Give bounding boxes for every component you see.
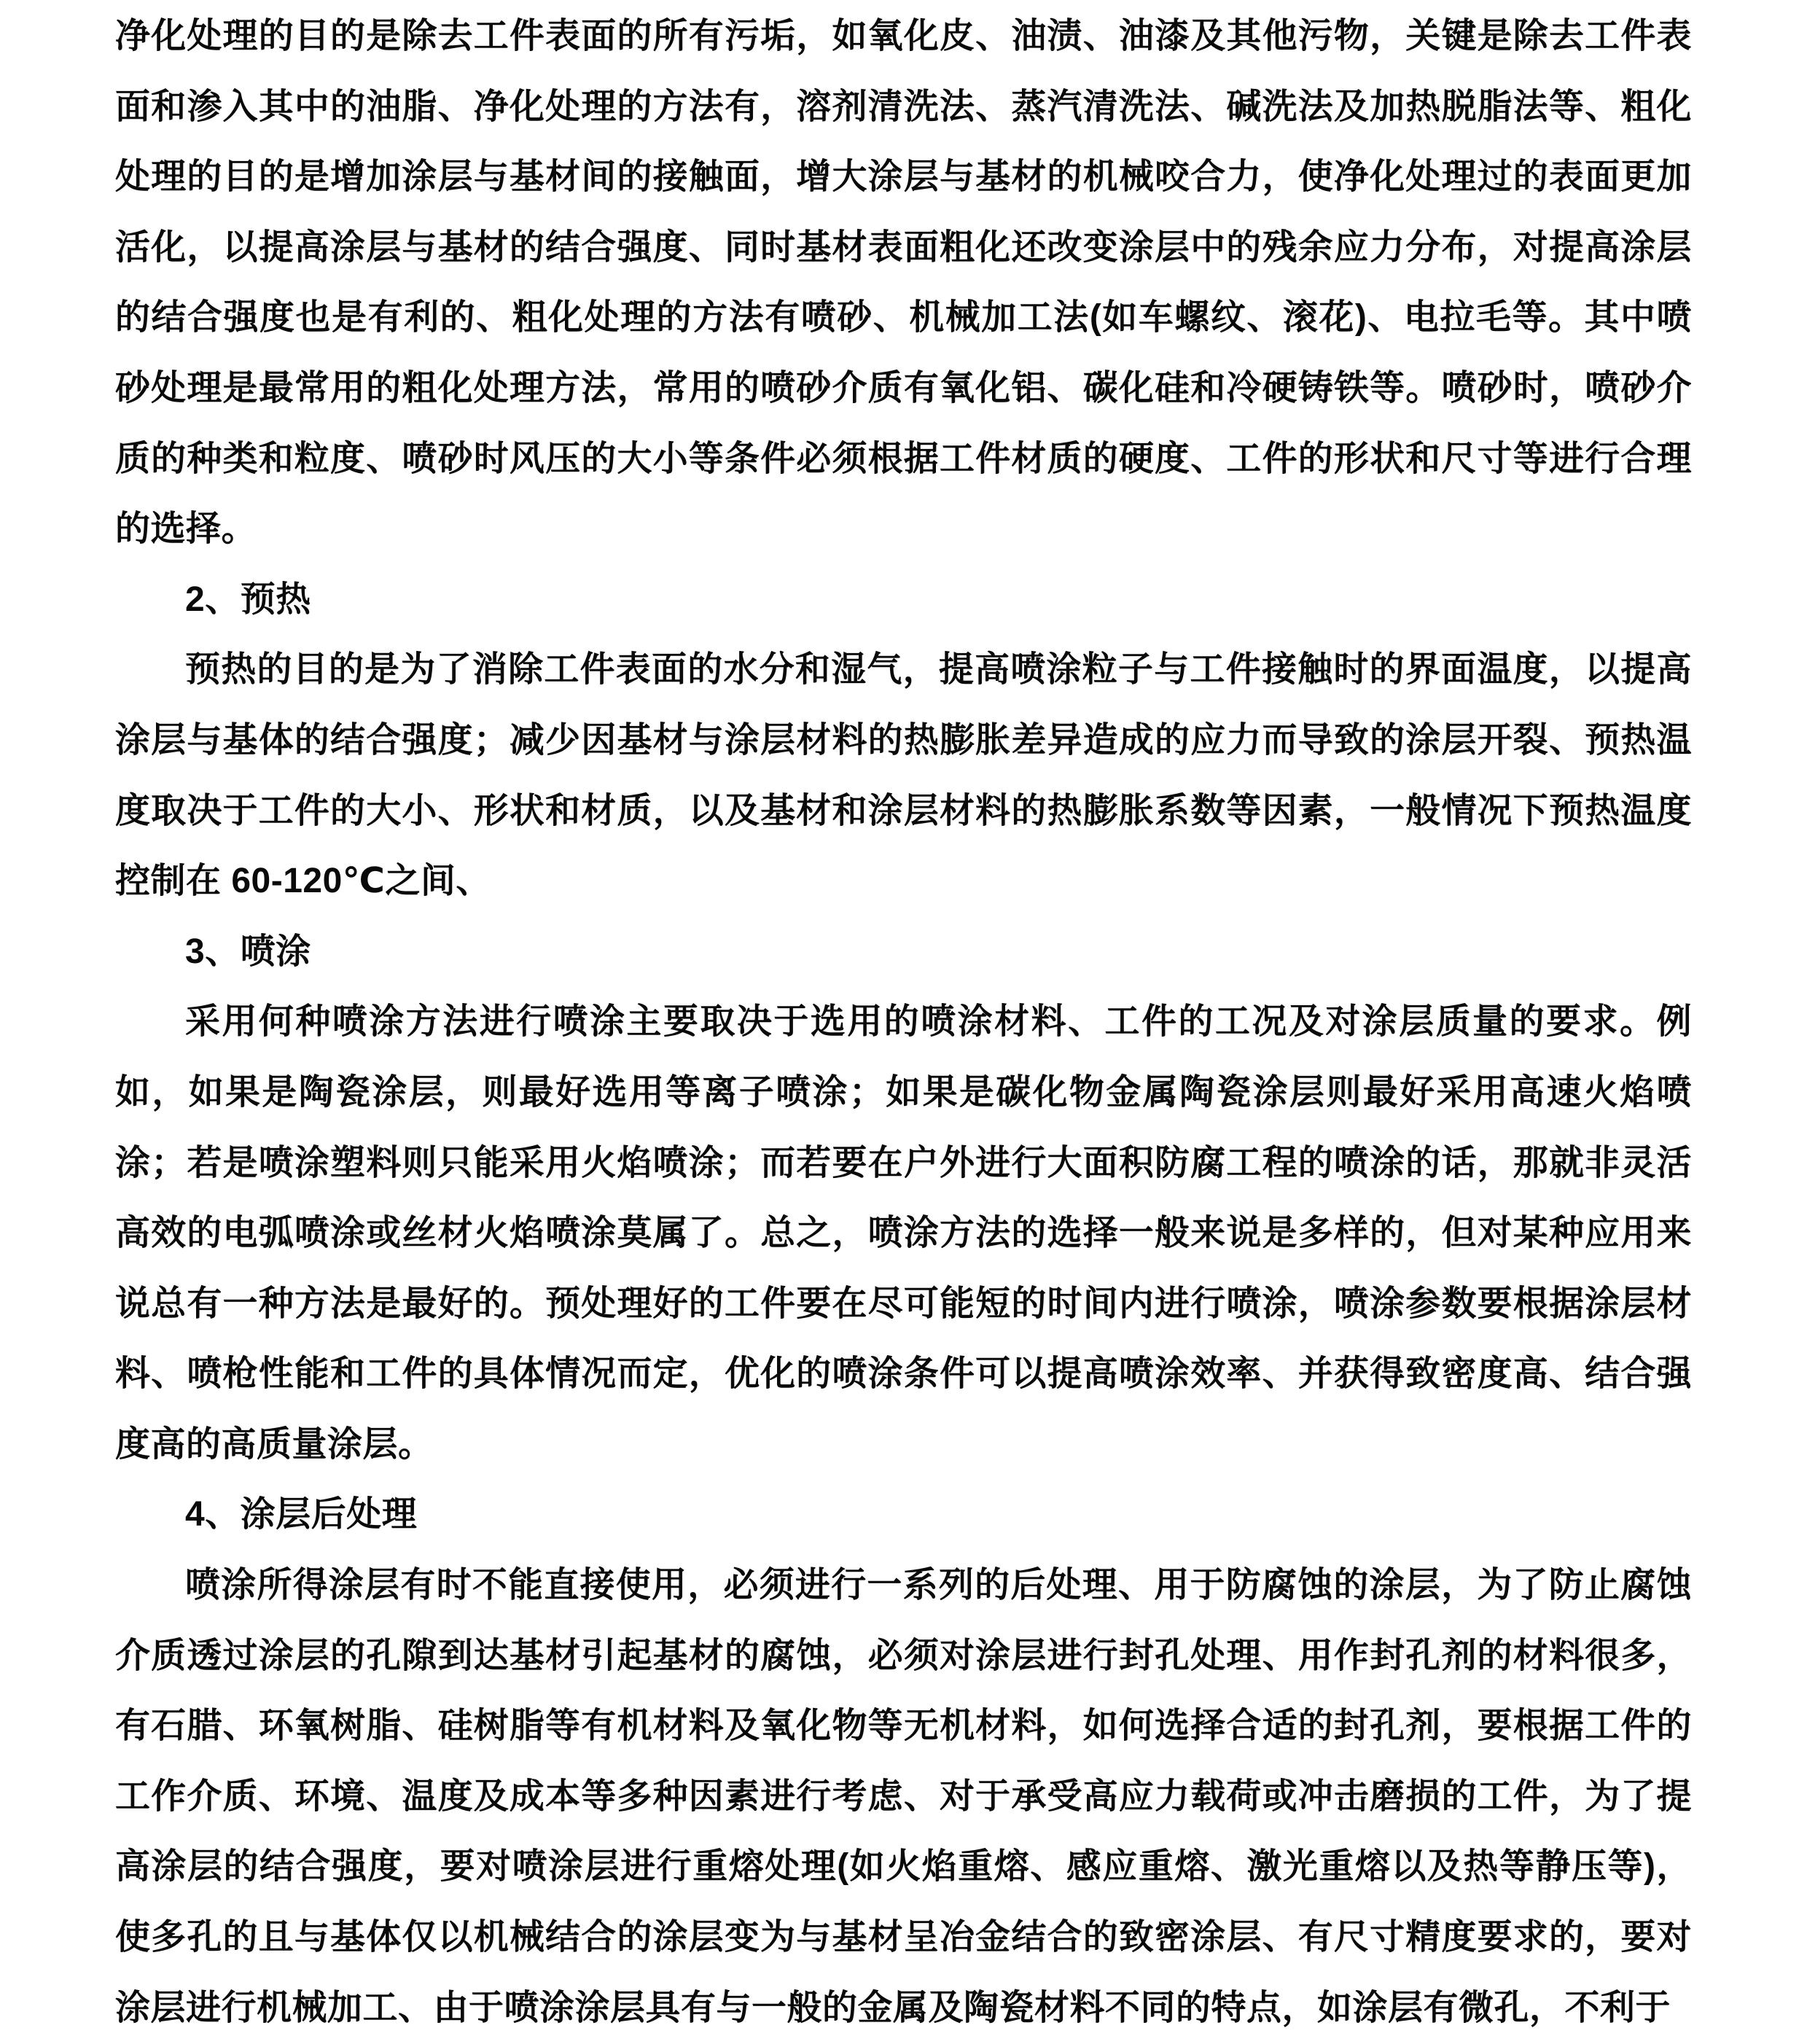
body-paragraph: 采用何种喷涂方法进行喷涂主要取决于选用的喷涂材料、工件的工况及对涂层质量的要求。例如，如果是陶瓷涂层，则最好选用等离子喷涂；如果是碳化物金属陶瓷涂层则最好采用高速火焰喷涂；若是喷涂塑料则只能采用火焰喷涂；而若要在户外进行大面积防腐工程的喷涂的话，那就非灵活高效的电弧喷涂或丝材火焰喷涂莫属了。总之，喷涂方法的选择一般来说是多样的，但对某种应用来说总有一种方法是最好的。预处理好的工件要在尽可能短的时间内进行喷涂，喷涂参数要根据涂层材料、喷枪性能和工件的具体情况而定，优化的喷涂条件可以提高喷涂效率、并获得致密度高、结合强度高的高质量涂层。 [115, 1002, 1692, 1464]
body-paragraph: 净化处理的目的是除去工件表面的所有污垢，如氧化皮、油渍、油漆及其他污物，关键是除去工件表面和渗入其中的油脂、净化处理的方法有，溶剂清洗法、蒸汽清洗法、碱洗法及加热脱脂法等、粗化处理的目的是增加涂层与基材间的接触面，增大涂层与基材的机械咬合力，使净化处理过的表面更加活化，以提高涂层与基材的结合强度、同时基材表面粗化还改变涂层中的残余应力分布，对提高涂层的结合强度也是有利的、粗化处理的方法有喷砂、机械加工法(如车螺纹、滚花)、电拉毛等。其中喷砂处理是最常用的粗化处理方法，常用的喷砂介质有氧化铝、碳化硅和冷硬铸铁等。喷砂时，喷砂介质的种类和粒度、喷砂时风压的大小等条件必须根据工件材质的硬度、工件的形状和尺寸等进行合理的选择。 [115, 17, 1692, 549]
section-heading: 3、喷涂 [185, 932, 311, 971]
section-heading: 4、涂层后处理 [185, 1495, 418, 1534]
body-paragraph: 喷涂所得涂层有时不能直接使用，必须进行一系列的后处理、用于防腐蚀的涂层，为了防止腐蚀介质透过涂层的孔隙到达基材引起基材的腐蚀，必须对涂层进行封孔处理、用作封孔剂的材料很多，有石腊、环氧树脂、硅树脂等有机材料及氧化物等无机材料，如何选择合适的封孔剂，要根据工件的工作介质、环境、温度及成本等多种因素进行考虑、对于承受高应力载荷或冲击磨损的工件，为了提高涂层的结合强度，要对喷涂层进行重熔处理(如火焰重熔、感应重熔、激光重熔以及热等静压等)，使多孔的且与基体仅以机械结合的涂层变为与基材呈冶金结合的致密涂层、有尺寸精度要求的，要对涂层进行机械加工、由于喷涂涂层具有与一般的金属及陶瓷材料不同的特点，如涂层有微孔，不利于 [115, 1566, 1692, 2027]
section-heading: 2、预热 [185, 580, 311, 619]
body-paragraph: 预热的目的是为了消除工件表面的水分和湿气，提高喷涂粒子与工件接触时的界面温度，以提高涂层与基体的结合强度；减少因基材与涂层材料的热膨胀差异造成的应力而导致的涂层开裂、预热温度取决于工件的大小、形状和材质，以及基材和涂层材料的热膨胀系数等因素，一般情况下预热温度控制在 60-120℃之间、 [115, 650, 1692, 901]
